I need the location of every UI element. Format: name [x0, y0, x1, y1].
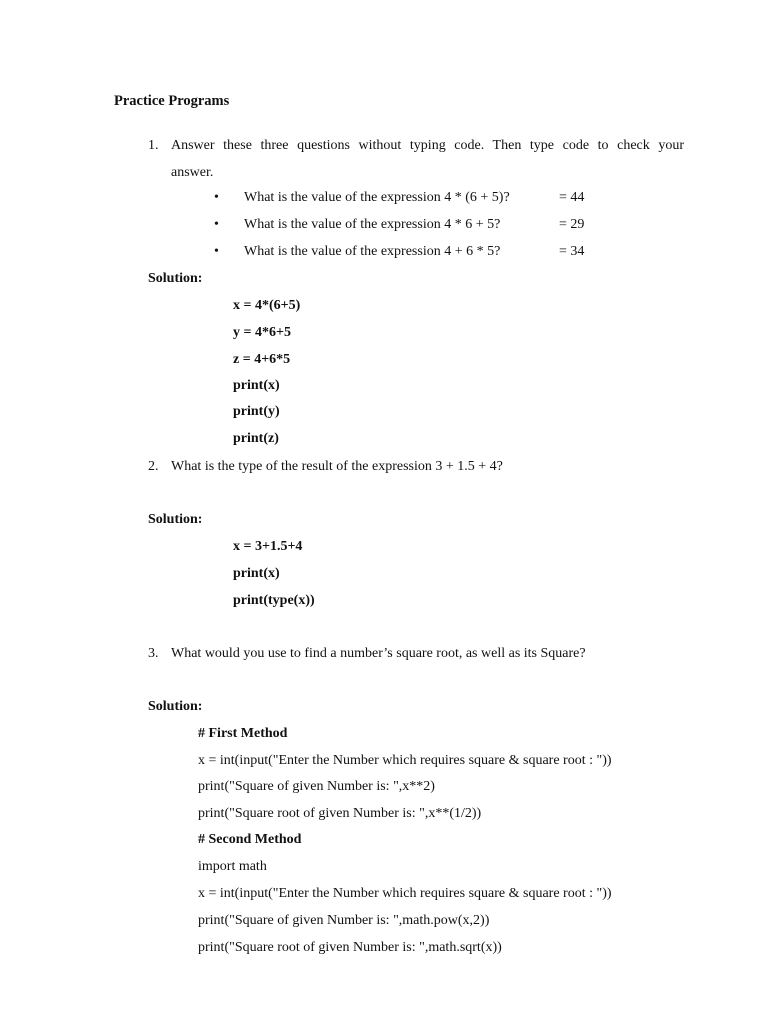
question-3-text: What would you use to find a number’s square root, as well as its Square? [171, 646, 586, 661]
code-line: print("Square of given Number is: ",math.pow(x,2)) [198, 913, 490, 928]
code-line: print(y) [233, 404, 280, 419]
code-line: print(x) [233, 378, 280, 393]
question-2-number: 2. [148, 459, 159, 474]
code-line: print("Square root of given Number is: ",math.sqrt(x)) [198, 940, 502, 955]
bullet-answer: = 29 [559, 217, 585, 232]
bullet-question: What is the value of the expression 4 + 6 * 5? [244, 244, 501, 259]
bullet-question: What is the value of the expression 4 * (6 + 5)? [244, 190, 510, 205]
question-1-number: 1. [148, 138, 159, 153]
code-line: print(x) [233, 566, 280, 581]
code-line: print("Square root of given Number is: ",x**(1/2)) [198, 806, 482, 821]
code-line: z = 4+6*5 [233, 352, 291, 367]
page-title: Practice Programs [114, 93, 230, 109]
bullet-marker: • [214, 190, 219, 205]
code-line: print(z) [233, 431, 279, 446]
first-method-heading: # First Method [198, 726, 288, 741]
code-line: x = int(input("Enter the Number which requires square & square root : ")) [198, 753, 612, 768]
solution-label: Solution: [148, 699, 203, 714]
code-line: import math [198, 859, 267, 874]
question-1-text-line1: Answer these three questions without typing code. Then type code to check your [171, 138, 684, 153]
bullet-answer: = 44 [559, 190, 585, 205]
solution-label: Solution: [148, 512, 203, 527]
bullet-question: What is the value of the expression 4 * 6 + 5? [244, 217, 501, 232]
bullet-marker: • [214, 217, 219, 232]
code-line: print(type(x)) [233, 593, 315, 608]
question-2-text: What is the type of the result of the expression 3 + 1.5 + 4? [171, 459, 503, 474]
code-line: y = 4*6+5 [233, 325, 291, 340]
question-1-text-line2: answer. [171, 165, 214, 180]
code-line: x = 3+1.5+4 [233, 539, 303, 554]
solution-label: Solution: [148, 271, 203, 286]
question-3-number: 3. [148, 646, 159, 661]
second-method-heading: # Second Method [198, 832, 302, 847]
bullet-marker: • [214, 244, 219, 259]
code-line: x = int(input("Enter the Number which requires square & square root : ")) [198, 886, 612, 901]
code-line: print("Square of given Number is: ",x**2) [198, 779, 435, 794]
code-line: x = 4*(6+5) [233, 298, 301, 313]
bullet-answer: = 34 [559, 244, 585, 259]
